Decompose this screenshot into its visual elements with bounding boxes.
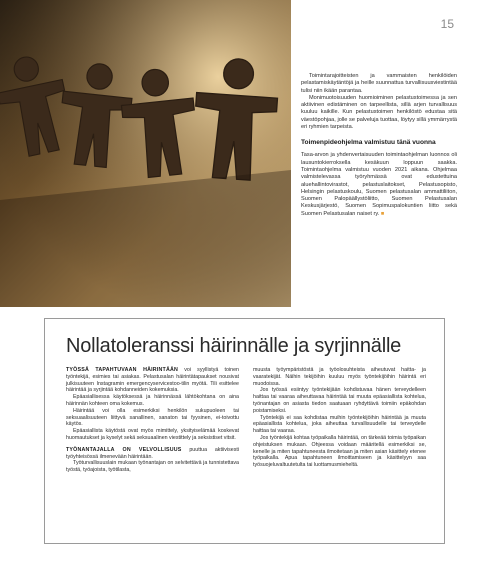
paper-chain-people-image — [0, 0, 291, 307]
paragraph: Tasa-arvon ja yhdenvertaisuuden toimintaohjelman luonnos oli lausuntokierroksella kesäkuun loppuun saakka. Toimintaohjelma valmistuu vuoden 2021 aikana. Ohjelmaa valmistelevassa työryhmässä ovat edustettuina aluehallintovirastot, pelastuslaitokset, Pelastusopisto, Helsingin pelastuskoulu, Suomen pelastusalan ammattiliiton, Suomen Palopäällystöliitto, Suomen Pelastusalan Keskusjärjestö, Suomen Sopimuspalokuntien liitto sekä Suomen Pelastusalan naiset ry. ■ — [301, 152, 457, 217]
paragraph: Monimuotoisuuden huomioiminen pelastustoimessa ja sen aktiivinen edistäminen on tarpeellista, sillä arjen turvallisuus kuuluu kaikille. Kun pelastustoimen henkilöstö edustaa sitä väestöpohjaa, jolle se palveluja tuottaa, löytyy sillä ymmärrystä eri ryhmien tarpeista. — [301, 94, 457, 131]
box-title: Nollatoleranssi häirinnälle ja syrjinnälle — [66, 335, 402, 357]
paragraph: Häirintää voi olla esimerkiksi henkilön sukupuoleen tai seksuaalisuuteen liittyvä sanallinen, sanaton tai fyysinen, ei-toivottu käytös. — [66, 407, 239, 428]
page-number: 15 — [440, 17, 454, 31]
paragraph: Jos työssä esiintyy työntekijään kohdistuvaa hänen terveydelleen haittaa tai vaaraa aiheuttavaa häirintää tai muuta epäasiallista kohtelua, työnantajan on asiasta tiedon saatuaan ryhdyttävä toimiin epäkohdan poistamiseksi. — [253, 387, 426, 414]
box-left-column — [66, 367, 239, 474]
paragraph: Työturvallisuuslain mukaan työnantajan on selvitettävä ja tunnistettava työstä, työajoista, työtilasta, — [66, 460, 239, 474]
info-box — [44, 318, 445, 544]
paragraph: TYÖNANTAJALLA ON VELVOLLISUUS puuttua aktiivisesti työyhteisössä ilmenevään häirintään. — [66, 446, 239, 460]
paragraph: TYÖSSÄ TAPAHTUVAAN HÄIRINTÄÄN voi syyllistyä toinen työntekijä, esimies tai asiakas. Pelastusalan häirintätapaukset nousivat julkisuuteen Instagramin emergencyservicestoo-tilin myötä. Tili esittelee häirintää ja syrjintää kohdanneiden kokemuksia. — [66, 367, 239, 394]
box-right-column — [253, 367, 426, 474]
paragraph: muusta työympäristöstä ja työolosuhteista aiheutuvat haitta- ja vaaratekijät. Näihin tekijöihin kuuluu myös työntekijöihin häirintä eri muodoissa. — [253, 367, 426, 387]
paragraph: Jos työntekijä kohtaa työpaikalla häirintää, on tärkeää toimia työpaikan ohjeistuksen mukaan. Ohjeessa voidaan määritellä esimerkiksi se, kenelle ja miten tapahtuneesta ilmoitetaan ja miten asian käsittely etenee työpaikalla. Apua tapahtuneen ilmoittamiseen ja käsittelyyn saa työsuojeluvaltuutetulta tai luottamusmieheltä. — [253, 434, 426, 469]
paragraph: Toimintarajoitteisten ja vammaisten henkilöiden pelastamiskäytäntöjä ja heille suunnattua turvallisuusviestintää tulisi niin ikään parantaa. — [301, 73, 457, 94]
end-mark-icon: ■ — [380, 210, 385, 217]
paragraph: Työntekijä ei saa kohdistaa muihin työntekijöihin häirintää ja muuta epäasiallista kohtelua, joka aiheuttaa turvallisuudelle tai terveydelle haittaa tai vaaraa. — [253, 414, 426, 435]
paragraph: Epäasiallista käytöstä ovat myös mimittely, yksityiselämää koskevat huomautukset ja kyselyt sekä seksuaalinen viestittely ja seksistiset vitsit. — [66, 428, 239, 441]
paragraph: Epäasiallisessa käytöksessä ja häirinnässä lähtökohtana on aina häirinnän kohteen oma kokemus. — [66, 394, 239, 407]
right-column-text — [301, 73, 457, 218]
section-heading: Toimenpideohjelma valmistuu tänä vuonna — [301, 139, 436, 147]
paper-chain-people-photo — [0, 0, 291, 307]
